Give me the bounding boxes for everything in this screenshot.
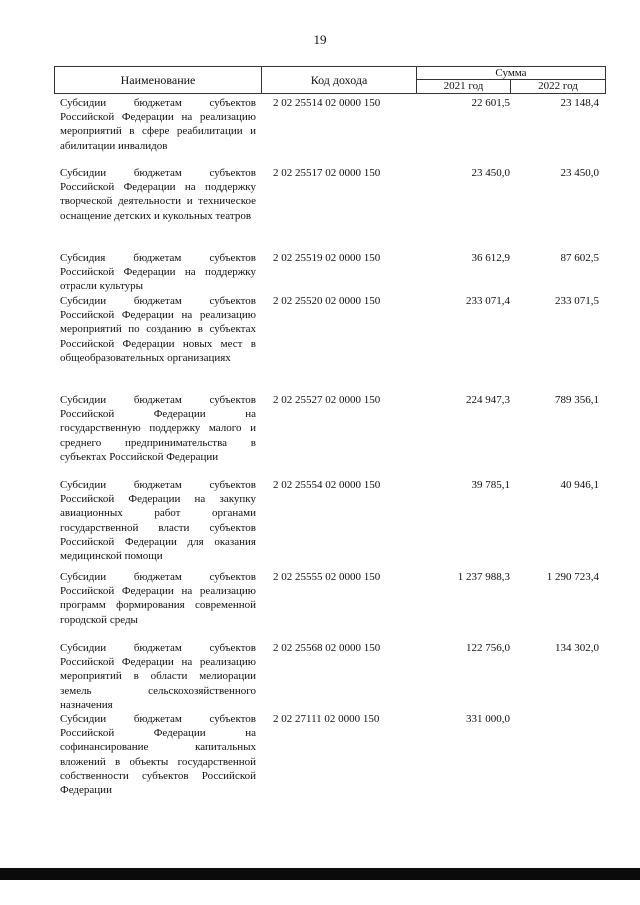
header-name: Наименование	[55, 67, 262, 93]
table-row	[60, 294, 605, 393]
row-value-2021: 23 450,0	[471, 167, 510, 179]
row-name: Субсидии бюджетам субъектов Российской Федерации на реализацию мероприятий по созданию в субъектах Российской Федерации новых мест в общеобразовательных организациях	[60, 295, 256, 364]
row-name: Субсидии бюджетам субъектов Российской Федерации на поддержку творческой деятельности и техническое оснащение детских и кукольных театров	[60, 167, 256, 222]
table-row	[60, 712, 605, 802]
row-value-2022: 40 946,1	[560, 479, 599, 491]
row-code: 2 02 25517 02 0000 150	[273, 167, 381, 179]
row-code: 2 02 25520 02 0000 150	[273, 295, 381, 307]
scan-bottom-edge	[0, 868, 640, 880]
page-number: 19	[313, 32, 327, 47]
row-value-2022: 233 071,5	[555, 295, 599, 307]
row-code: 2 02 25555 02 0000 150	[273, 571, 381, 583]
row-value-2021: 331 000,0	[466, 713, 510, 725]
header-code: Код дохода	[262, 67, 417, 93]
table-row	[60, 166, 605, 251]
header-year-2021: 2021 год	[417, 80, 511, 93]
row-value-2022: 23 450,0	[560, 167, 599, 179]
row-value-2022: 1 290 723,4	[546, 571, 599, 583]
table-row	[60, 251, 605, 294]
row-value-2021: 233 071,4	[466, 295, 510, 307]
row-value-2022: 23 148,4	[560, 97, 599, 109]
row-value-2021: 1 237 988,3	[457, 571, 510, 583]
row-name: Субсидии бюджетам субъектов Российской Федерации на софинансирование капитальных вложений в объекты государственной собственности субъектов Российской Федерации	[60, 713, 256, 797]
row-name: Субсидии бюджетам субъектов Российской Федерации на закупку авиационных работ органами государственной власти субъектов Российской Федерации для оказания медицинской помощи	[60, 479, 256, 563]
row-code: 2 02 25514 02 0000 150	[273, 97, 381, 109]
row-name: Субсидии бюджетам субъектов Российской Федерации на государственную поддержку малого и среднего предпринимательства в субъектах Российской Федерации	[60, 394, 256, 463]
row-name: Субсидии бюджетам субъектов Российской Федерации на реализацию мероприятий в сфере реабилитации и абилитации инвалидов	[60, 97, 256, 152]
row-code: 2 02 25568 02 0000 150	[273, 642, 381, 654]
row-value-2021: 224 947,3	[466, 394, 510, 406]
row-value-2022: 134 302,0	[555, 642, 599, 654]
row-name: Субсидии бюджетам субъектов Российской Федерации на реализацию мероприятий в области мелиорации земель сельскохозяйственного назначения	[60, 642, 256, 711]
row-value-2022: 87 602,5	[560, 252, 599, 264]
table-row	[60, 570, 605, 641]
row-name: Субсидии бюджетам субъектов Российской Федерации на реализацию программ формирования современной городской среды	[60, 571, 256, 626]
row-code: 2 02 25554 02 0000 150	[273, 479, 381, 491]
row-value-2022: 789 356,1	[555, 394, 599, 406]
table-body	[60, 96, 605, 802]
header-year-2022: 2022 год	[538, 80, 578, 92]
row-name: Субсидия бюджетам субъектов Российской Федерации на поддержку отрасли культуры	[60, 252, 256, 293]
table-row	[60, 96, 605, 166]
table-header	[54, 66, 606, 94]
row-code: 2 02 25527 02 0000 150	[273, 394, 381, 406]
header-sum: Сумма	[417, 67, 605, 80]
table-row	[60, 478, 605, 570]
table-row	[60, 641, 605, 712]
row-value-2021: 36 612,9	[471, 252, 510, 264]
table-row	[60, 393, 605, 478]
row-value-2021: 22 601,5	[471, 97, 510, 109]
row-value-2021: 39 785,1	[471, 479, 510, 491]
row-value-2021: 122 756,0	[466, 642, 510, 654]
row-code: 2 02 25519 02 0000 150	[273, 252, 381, 264]
row-code: 2 02 27111 02 0000 150	[273, 713, 380, 725]
